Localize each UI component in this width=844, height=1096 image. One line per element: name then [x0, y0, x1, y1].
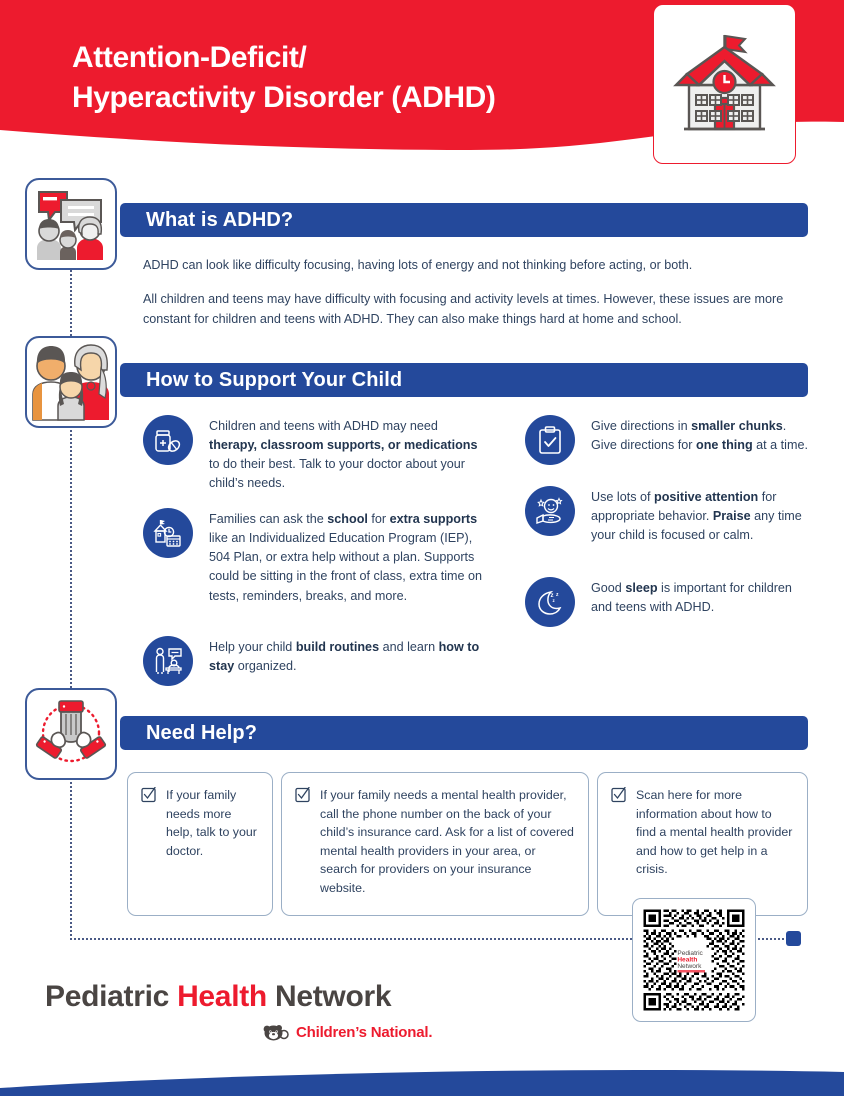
footer-sublogo — [262, 1022, 432, 1042]
support-item — [525, 486, 810, 545]
clipboard-check-icon — [525, 415, 575, 465]
run: Help your child — [209, 640, 296, 654]
section-title: What is ADHD? — [146, 208, 294, 231]
bear-mascot-icon — [262, 1022, 292, 1042]
support-item — [143, 415, 483, 494]
help-card — [281, 772, 589, 916]
family-speech-bubbles-icon — [33, 186, 109, 262]
school-icon-card — [653, 4, 796, 164]
run-bold: smaller chunks — [691, 419, 783, 433]
support-item — [143, 508, 483, 606]
run: Give directions in — [591, 419, 692, 433]
family-portrait-icon — [31, 342, 111, 422]
run: . Give directions for — [591, 419, 787, 453]
help-card-text: Scan here for more information about how to find a mental health provider and how to get help in a crisis. — [636, 788, 793, 877]
run: for — [367, 512, 390, 526]
run-bold: one thing — [696, 438, 753, 453]
help-card — [597, 772, 808, 916]
run: Use lots of — [591, 490, 654, 504]
run: and learn — [379, 640, 439, 654]
run-bold: Praise — [712, 509, 751, 524]
footer-logo-highlight: Health — [177, 980, 267, 1013]
timeline-end-marker — [786, 931, 801, 946]
run-bold: extra supports — [389, 512, 478, 526]
help-card — [127, 772, 273, 916]
qr-center-line1: Pediatric — [677, 949, 703, 957]
support-item-text — [591, 486, 810, 545]
support-item — [143, 636, 483, 686]
helping-hands-icon — [31, 695, 111, 773]
school-building-icon — [672, 27, 777, 142]
run: like an Individualized Education Program (IEP), 504 Plan, or extra help without a plan. Supports could be sitting in the front of class, extra time on tests, reminders, breaks, and more. — [209, 531, 483, 603]
run-bold: therapy, classroom supports, or medications — [209, 438, 478, 453]
page-title-line2: Hyperactivity Disorder (ADHD) — [72, 80, 496, 114]
moon-sleep-icon — [525, 577, 575, 627]
section-header-what-is-adhd — [120, 203, 808, 237]
footer-logo — [45, 980, 391, 1014]
support-item — [525, 415, 810, 465]
footer-logo-part2: Network — [266, 980, 392, 1013]
section-badge-how-to-support — [25, 336, 117, 428]
section-header-need-help — [120, 716, 808, 750]
checkbox-checked-icon — [611, 787, 627, 902]
qr-code-card[interactable] — [632, 898, 756, 1022]
qr-code-icon[interactable] — [641, 907, 747, 1013]
teacher-student-desk-icon — [143, 636, 193, 686]
praise-star-hand-icon — [525, 486, 575, 536]
run-bold: sleep — [625, 581, 658, 595]
support-item-text — [209, 508, 483, 606]
run: any time your child is focused or calm. — [591, 509, 802, 543]
run: Families can ask the — [209, 512, 328, 526]
support-item-text — [591, 577, 810, 627]
help-card-text: If your family needs more help, talk to your doctor. — [166, 788, 257, 858]
medicine-bottle-pills-icon — [143, 415, 193, 465]
section-badge-need-help — [25, 688, 117, 780]
footer-sublogo-text: Children’s National. — [296, 1023, 433, 1041]
section-title: How to Support Your Child — [146, 368, 403, 391]
page-title — [72, 38, 632, 117]
footer-blue-wave — [0, 1040, 844, 1096]
run: is important for children and teens with ADHD. — [591, 581, 792, 615]
support-item-text — [209, 415, 483, 494]
support-item-text — [591, 415, 810, 465]
svg-text:z: z — [556, 592, 559, 598]
run-bold: school — [327, 512, 368, 526]
page-header — [0, 0, 844, 160]
run: Children and teens with ADHD may need — [209, 419, 438, 433]
section-title: Need Help? — [146, 721, 258, 744]
support-item-text — [209, 636, 483, 686]
run: for appropriate behavior. — [591, 490, 777, 524]
adhd-paragraph-1: ADHD can look like difficulty focusing, having lots of energy and not thinking before acting, or both. — [143, 258, 693, 272]
adhd-paragraph-2: All children and teens may have difficulty with focusing and activity levels at times. However, these issues are more constant for children and teens with ADHD. They can also make things hard at home and school. — [143, 292, 784, 326]
run-bold: build routines — [295, 640, 380, 654]
run-bold: how to stay — [209, 640, 480, 674]
checkbox-checked-icon — [141, 787, 157, 902]
section-badge-what-is-adhd — [25, 178, 117, 270]
run: to do their best. Talk to your doctor about your child’s needs. — [209, 457, 465, 491]
checkbox-checked-icon — [295, 787, 311, 902]
school-calendar-icon — [143, 508, 193, 558]
run: organized. — [234, 659, 297, 674]
footer-logo-part1: Pediatric — [45, 980, 178, 1013]
qr-center-line2: Health — [677, 956, 698, 964]
svg-text:z: z — [552, 598, 555, 603]
run: at a time. — [752, 438, 808, 453]
run-bold: positive attention — [654, 490, 759, 504]
section-header-how-to-support — [120, 363, 808, 397]
qr-center-line3: Network — [677, 963, 702, 971]
help-card-text: If your family needs a mental health provider, call the phone number on the back of your child’s insurance card. Ask for a list of covered mental health providers in your area, or search for providers on your insurance website. — [320, 788, 574, 896]
svg-text:z: z — [550, 593, 554, 599]
run: Good — [591, 581, 626, 595]
page-title-line1: Attention-Deficit/ — [72, 41, 307, 74]
support-item — [525, 577, 810, 627]
